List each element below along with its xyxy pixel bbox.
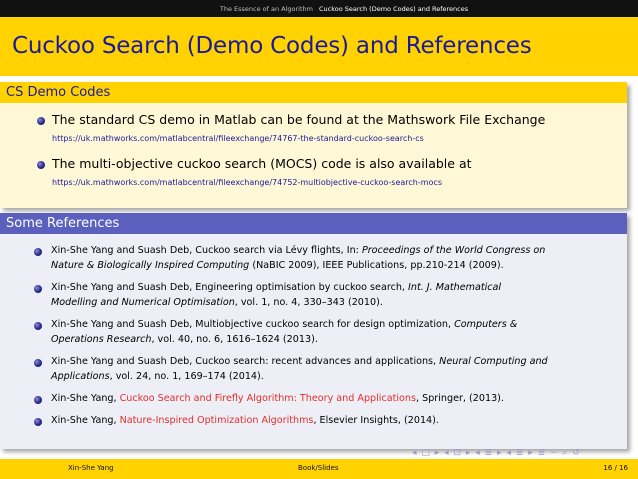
demo-codes-heading: CS Demo Codes bbox=[0, 82, 627, 103]
bullet-icon bbox=[37, 117, 45, 125]
footer-author: Xin-She Yang bbox=[68, 464, 114, 472]
reference-venue: Computers & bbox=[454, 319, 518, 330]
bullet-icon bbox=[34, 418, 42, 426]
reference-venue: Proceedings of the World Congress on bbox=[361, 245, 546, 256]
bullet-icon bbox=[34, 322, 42, 330]
reference-text: , vol. 40, no. 6, 1616–1624 (2013). bbox=[151, 334, 318, 345]
nav-section-cuckoo[interactable]: Cuckoo Search (Demo Codes) and References bbox=[319, 4, 469, 13]
footer-title: Book/Slides bbox=[298, 464, 339, 472]
bullet-icon bbox=[34, 285, 42, 293]
demo-item-text: The standard CS demo in Matlab can be found at the Mathswork File Exchange bbox=[52, 112, 546, 127]
reference-venue: Applications bbox=[51, 371, 110, 382]
reference-text: Xin-She Yang and Suash Deb, Engineering optimisation by cuckoo search, bbox=[51, 282, 409, 293]
section-navigation bbox=[0, 0, 638, 17]
reference-item bbox=[51, 413, 439, 428]
bullet-icon bbox=[34, 248, 42, 256]
reference-venue: Neural Computing and bbox=[439, 356, 548, 367]
reference-venue: Nature & Biologically Inspired Computing bbox=[51, 260, 250, 271]
demo-item-link[interactable]: https://uk.mathworks.com/matlabcentral/fileexchange/74767-the-standard-cuckoo-search-cs bbox=[52, 134, 424, 143]
bullet-icon bbox=[37, 161, 45, 169]
bullet-icon bbox=[34, 396, 42, 404]
reference-venue: Int. J. Mathematical bbox=[408, 282, 502, 293]
references-body bbox=[0, 234, 627, 449]
reference-venue: Operations Research bbox=[51, 334, 152, 345]
reference-text: , vol. 24, no. 1, 169–174 (2014). bbox=[109, 371, 264, 382]
demo-item-link[interactable]: https://uk.mathworks.com/matlabcentral/fileexchange/74752-multiobjective-cuckoo-search-mocs bbox=[52, 178, 442, 187]
nav-section-essence[interactable]: The Essence of an Algorithm bbox=[219, 4, 313, 13]
footer-page-number: 16 / 16 bbox=[603, 464, 628, 472]
reference-item bbox=[51, 280, 501, 310]
book-link[interactable]: Nature-Inspired Optimization Algorithms bbox=[119, 415, 314, 426]
reference-text: Xin-She Yang and Suash Deb, Multiobjective cuckoo search for design optimization, bbox=[51, 319, 455, 330]
references-block bbox=[0, 213, 627, 449]
reference-item bbox=[51, 391, 504, 406]
reference-item bbox=[51, 354, 548, 384]
demo-item-text: The multi-objective cuckoo search (MOCS) code is also available at bbox=[52, 156, 472, 171]
reference-text: Xin-She Yang and Suash Deb, Cuckoo search via Lévy flights, In: bbox=[51, 245, 362, 256]
reference-text: (NaBIC 2009), IEEE Publications, pp.210-214 (2009). bbox=[249, 260, 504, 271]
demo-codes-body bbox=[0, 103, 627, 208]
book-link[interactable]: Cuckoo Search and Firefly Algorithm: Theory and Applications bbox=[119, 393, 417, 404]
beamer-navigation-icons[interactable]: ◂ □ ▸ ◂ ⊡ ▸ ◂ ≣ ▸ ◂ ≣ ▸ ≣ ∽ ⌕ ↺ bbox=[412, 448, 581, 458]
reference-text: , vol. 1, no. 4, 330–343 (2010). bbox=[234, 297, 383, 308]
reference-text: , Elsevier Insights, (2014). bbox=[313, 415, 439, 426]
reference-text: Xin-She Yang, bbox=[51, 415, 120, 426]
bullet-icon bbox=[34, 359, 42, 367]
reference-item bbox=[51, 317, 517, 347]
slide-title-bar bbox=[0, 17, 638, 76]
reference-text: Xin-She Yang, bbox=[51, 393, 120, 404]
reference-text: , Springer, (2013). bbox=[416, 393, 504, 404]
reference-item bbox=[51, 243, 545, 273]
reference-venue: Modelling and Numerical Optimisation bbox=[51, 297, 235, 308]
slide-title: Cuckoo Search (Demo Codes) and References bbox=[12, 33, 532, 59]
references-heading: Some References bbox=[0, 213, 627, 234]
slide-footer bbox=[0, 459, 638, 479]
demo-codes-block bbox=[0, 82, 627, 208]
reference-text: Xin-She Yang and Suash Deb, Cuckoo search: recent advances and applications, bbox=[51, 356, 440, 367]
